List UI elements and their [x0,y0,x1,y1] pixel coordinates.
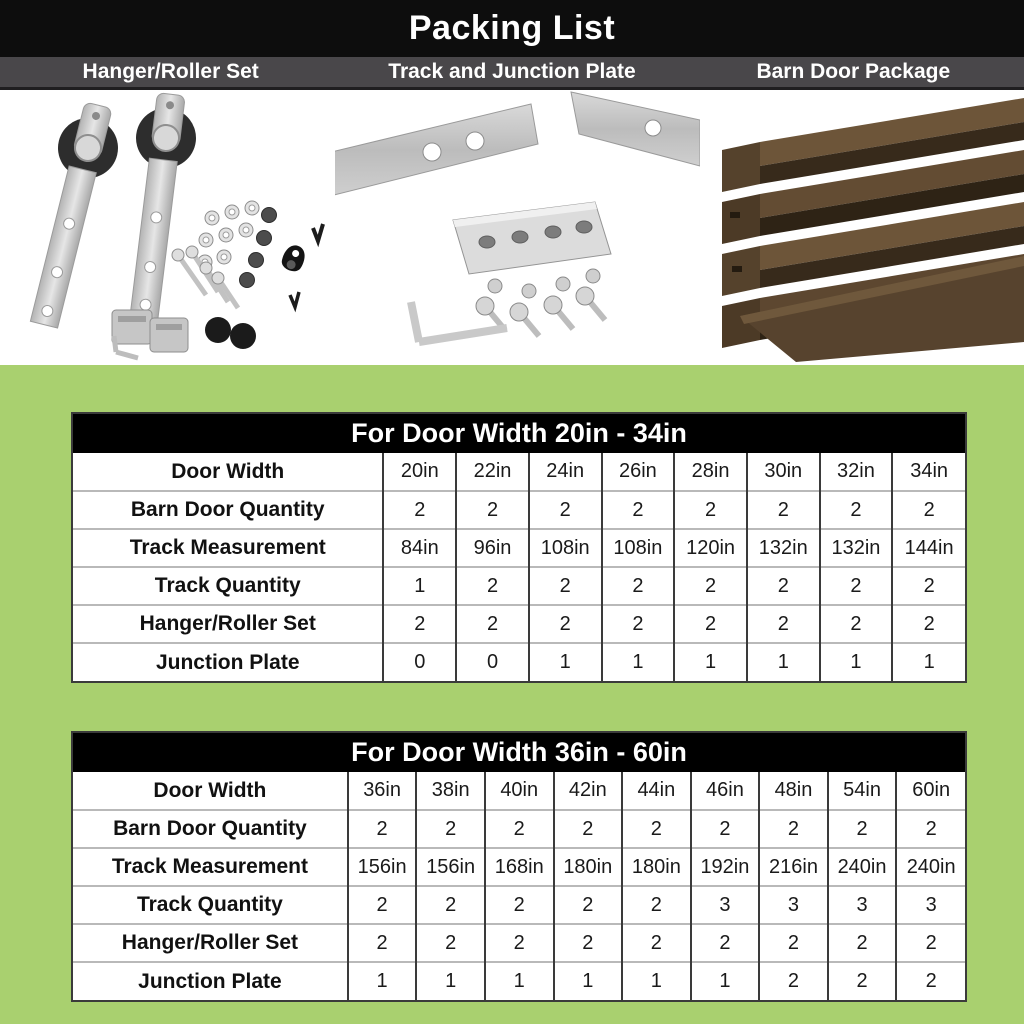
table-row [73,605,965,643]
value-cell: 2 [747,491,820,529]
subheader-track-junction-plate: Track and Junction Plate [388,60,636,83]
value-cell: 2 [828,810,897,848]
value-cell: 2 [674,491,747,529]
value-cell: 2 [759,810,828,848]
value-cell: 1 [602,643,675,681]
value-cell: 2 [485,810,554,848]
value-cell: 2 [554,924,623,962]
row-label: Track Quantity [73,567,383,605]
row-label: Track Measurement [73,848,348,886]
value-cell: 1 [892,643,965,681]
table-title-20-34: For Door Width 20in - 34in [73,414,965,453]
value-cell: 2 [747,605,820,643]
value-cell: 2 [456,605,529,643]
value-cell: 30in [747,453,820,491]
value-cell: 2 [348,810,417,848]
value-cell: 1 [416,962,485,1000]
value-cell: 34in [892,453,965,491]
value-cell: 2 [622,810,691,848]
value-cell: 2 [747,567,820,605]
value-cell: 38in [416,772,485,810]
row-label: Hanger/Roller Set [73,605,383,643]
value-cell: 1 [674,643,747,681]
value-cell: 1 [348,962,417,1000]
table-row [73,772,965,810]
value-cell: 2 [820,567,893,605]
value-cell: 1 [820,643,893,681]
value-cell: 2 [602,605,675,643]
value-cell: 32in [820,453,893,491]
photo-barn-door-package [700,90,1024,365]
value-cell: 2 [383,605,456,643]
table-title-36-60: For Door Width 36in - 60in [73,733,965,772]
row-label: Barn Door Quantity [73,491,383,529]
value-cell: 192in [691,848,760,886]
value-cell: 2 [674,567,747,605]
value-cell: 1 [622,962,691,1000]
barn-door-planks-illustration [700,90,1024,365]
value-cell: 2 [529,491,602,529]
value-cell: 156in [348,848,417,886]
value-cell: 60in [896,772,965,810]
value-cell: 2 [896,962,965,1000]
value-cell: 2 [622,924,691,962]
row-label: Hanger/Roller Set [73,924,348,962]
value-cell: 1 [383,567,456,605]
value-cell: 240in [896,848,965,886]
value-cell: 2 [348,924,417,962]
row-label: Track Measurement [73,529,383,567]
value-cell: 132in [820,529,893,567]
row-label: Junction Plate [73,962,348,1000]
value-cell: 108in [602,529,675,567]
spec-table-36-60 [73,772,965,1000]
value-cell: 2 [674,605,747,643]
value-cell: 44in [622,772,691,810]
table-row [73,567,965,605]
value-cell: 0 [456,643,529,681]
table-row [73,643,965,681]
subheader-barn-door-package: Barn Door Package [756,60,951,83]
value-cell: 1 [529,643,602,681]
value-cell: 2 [416,810,485,848]
value-cell: 2 [828,962,897,1000]
value-cell: 180in [554,848,623,886]
value-cell: 2 [485,924,554,962]
table-row [73,529,965,567]
value-cell: 46in [691,772,760,810]
table-row [73,491,965,529]
value-cell: 2 [691,924,760,962]
value-cell: 40in [485,772,554,810]
value-cell: 3 [691,886,760,924]
value-cell: 1 [691,962,760,1000]
value-cell: 108in [529,529,602,567]
value-cell: 2 [456,491,529,529]
value-cell: 1 [485,962,554,1000]
value-cell: 240in [828,848,897,886]
value-cell: 48in [759,772,828,810]
value-cell: 2 [416,924,485,962]
table-row [73,810,965,848]
row-label: Track Quantity [73,886,348,924]
title-bar [0,0,1024,57]
spec-table-20-34 [73,453,965,681]
value-cell: 2 [820,605,893,643]
value-cell: 2 [554,810,623,848]
row-label: Door Width [171,459,285,483]
value-cell: 1 [747,643,820,681]
value-cell: 2 [529,605,602,643]
subheader-bar [0,57,1024,90]
row-label: Junction Plate [73,643,383,681]
value-cell: 2 [820,491,893,529]
photo-track-junction-plate [335,90,700,365]
subheader-hanger-roller-set: Hanger/Roller Set [82,60,259,83]
table-row [73,886,965,924]
value-cell: 2 [892,605,965,643]
table-row [73,848,965,886]
value-cell: 144in [892,529,965,567]
value-cell: 1 [554,962,623,1000]
value-cell: 2 [896,810,965,848]
value-cell: 22in [456,453,529,491]
value-cell: 2 [759,962,828,1000]
value-cell: 168in [485,848,554,886]
page-title: Packing List [408,9,616,47]
value-cell: 2 [554,886,623,924]
value-cell: 54in [828,772,897,810]
value-cell: 3 [896,886,965,924]
value-cell: 28in [674,453,747,491]
value-cell: 26in [602,453,675,491]
value-cell: 0 [383,643,456,681]
hanger-roller-illustration [0,90,335,365]
tables-area [0,365,1024,1024]
value-cell: 2 [622,886,691,924]
value-cell: 2 [383,491,456,529]
value-cell: 2 [896,924,965,962]
table-row [73,924,965,962]
row-label: Barn Door Quantity [73,810,348,848]
value-cell: 2 [456,567,529,605]
value-cell: 120in [674,529,747,567]
value-cell: 216in [759,848,828,886]
value-cell: 2 [892,491,965,529]
value-cell: 42in [554,772,623,810]
value-cell: 156in [416,848,485,886]
table-door-width-36-60 [71,731,967,1002]
value-cell: 2 [828,924,897,962]
value-cell: 2 [691,810,760,848]
value-cell: 2 [602,567,675,605]
value-cell: 96in [456,529,529,567]
value-cell: 36in [348,772,417,810]
row-label: Door Width [153,778,267,802]
value-cell: 2 [759,924,828,962]
value-cell: 2 [529,567,602,605]
value-cell: 2 [348,886,417,924]
table-row [73,962,965,1000]
photo-hanger-roller-set [0,90,335,365]
value-cell: 2 [892,567,965,605]
product-photos-band [0,90,1024,365]
track-junction-plate-illustration [335,90,700,365]
table-door-width-20-34 [71,412,967,683]
value-cell: 84in [383,529,456,567]
value-cell: 3 [828,886,897,924]
value-cell: 20in [383,453,456,491]
table-row [73,453,965,491]
value-cell: 2 [416,886,485,924]
value-cell: 180in [622,848,691,886]
value-cell: 2 [602,491,675,529]
value-cell: 3 [759,886,828,924]
value-cell: 132in [747,529,820,567]
value-cell: 2 [485,886,554,924]
value-cell: 24in [529,453,602,491]
